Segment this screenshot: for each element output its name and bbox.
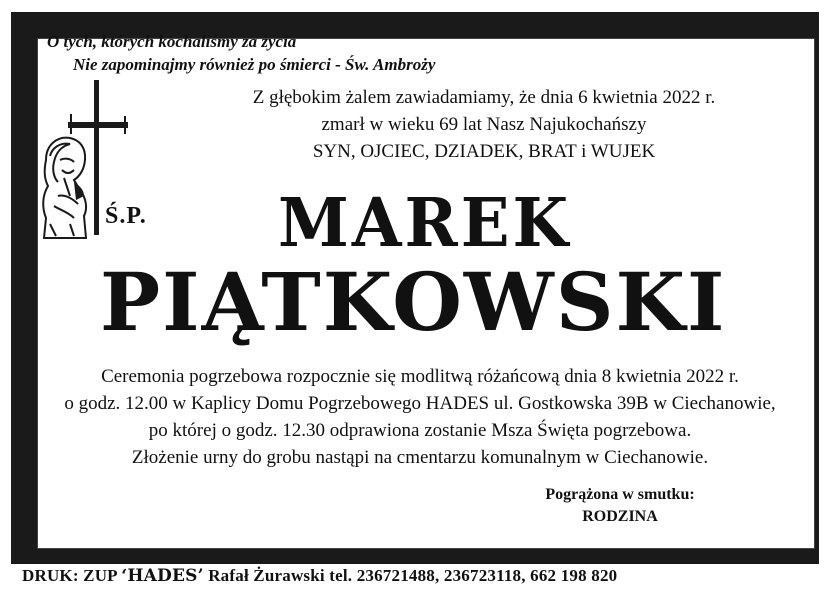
printer-prefix: DRUK: ZUP	[22, 566, 122, 585]
deceased-first-name: MAREK	[278, 184, 572, 263]
mourners-label: Pogrążona w smutku:	[545, 486, 695, 503]
printer-footer	[22, 566, 617, 586]
printer-contact: Rafał Żurawski tel. 236721488, 236723118, 662 198 820	[203, 566, 618, 585]
printer-brand: ‘HADES’	[121, 566, 204, 586]
ceremony-details	[50, 363, 790, 471]
prefix-sp: Ś.P.	[105, 203, 147, 229]
ceremony-line-4: Złożenie urny do grobu nastąpi na cmentarzu komunalnym w Ciechanowie.	[131, 447, 709, 468]
motto-line-2: Nie zapominajmy również po śmierci - Św. Ambroży	[73, 55, 436, 74]
mourners-name: RODZINA	[582, 508, 658, 525]
announcement-line-3: SYN, OJCIEC, DZIADEK, BRAT i WUJEK	[312, 141, 656, 162]
mourners-signature	[520, 484, 720, 528]
ceremony-line-1: Ceremonia pogrzebowa rozpocznie się modlitwą różańcową dnia 8 kwietnia 2022 r.	[101, 366, 739, 387]
motto	[47, 30, 435, 76]
announcement	[184, 84, 784, 165]
announcement-line-2: zmarł w wieku 69 lat Nasz Najukochańszy	[321, 114, 647, 135]
motto-line-1: O tych, których kochaliśmy za życia	[47, 32, 297, 51]
ceremony-line-2: o godz. 12.00 w Kaplicy Domu Pogrzebowego HADES ul. Gostkowska 39B w Ciechanowie,	[64, 393, 776, 414]
announcement-line-1: Z głębokim żalem zawiadamiamy, że dnia 6 kwietnia 2022 r.	[252, 87, 716, 108]
deceased-last-name: PIĄTKOWSKI	[100, 255, 727, 349]
ceremony-line-3: po której o godz. 12.30 odprawiona zostanie Msza Święta pogrzebowa.	[148, 420, 692, 441]
